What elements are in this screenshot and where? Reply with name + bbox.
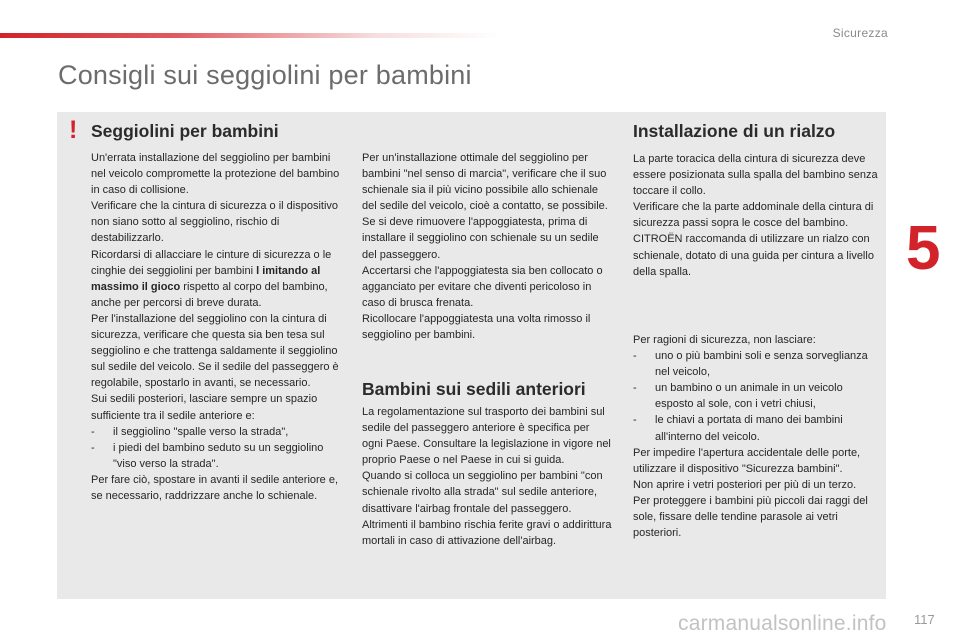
column-seat-installation [362, 150, 610, 343]
warning-icon: ! [69, 116, 78, 144]
paragraph: Verificare che la parte addominale della cintura di sicurezza passi sopra le cosce del bambino. [633, 201, 874, 230]
list-item [91, 424, 343, 440]
heading-child-seats: Seggiolini per bambini [91, 121, 279, 141]
paragraph: Quando si colloca un seggiolino per bambini "con schienale rivolto alla strada" sul sedile anteriore, disattivare l'airbag frontale del passeggero. Altrimenti il bambino rischia ferite gravi o addirittura mortali in caso di attivazione dell'airbag. [362, 470, 612, 547]
paragraph [91, 247, 343, 311]
list-item-text: un bambino o un animale in un veicolo esposto al sole, con i vetri chiusi, [655, 382, 843, 411]
list-item [633, 348, 883, 380]
column-safety-advice [633, 332, 883, 541]
list-dash: - [633, 382, 637, 395]
paragraph: Per impedire l'apertura accidentale delle porte, utilizzare il dispositivo "Sicurezza bambini". [633, 446, 861, 475]
paragraph-text: Ricordarsi di allacciare le cinture di sicurezza o le cinghie dei seggiolini per bambini [91, 248, 332, 277]
watermark: carmanualsonline.info [678, 612, 887, 635]
page-number: 117 [914, 612, 935, 627]
list-item-text: il seggiolino "spalle verso la strada", [113, 425, 289, 438]
paragraph: Per proteggere i bambini più piccoli dai raggi del sole, fissare delle tendine parasole ai vetri posteriori. [633, 494, 868, 540]
section-label: Sicurezza [832, 26, 888, 40]
paragraph: La parte toracica della cintura di sicurezza deve essere posizionata sulla spalla del bambino senza toccare il collo. [633, 153, 878, 198]
list-item-text: le chiavi a portata di mano dei bambini all'interno del veicolo. [655, 414, 843, 443]
heading-front-seats: Bambini sui sedili anteriori [362, 379, 586, 399]
list-dash: - [91, 441, 95, 454]
paragraph: Per ragioni di sicurezza, non lasciare: [633, 334, 816, 346]
list-item-text: uno o più bambini soli e senza sorveglianza nel veicolo, [655, 350, 868, 379]
emphasis-text: l imitando al massimo il gioco [91, 264, 321, 293]
paragraph: Un'errata installazione del seggiolino per bambini nel veicolo compromette la protezione del bambino in caso di collisione. [91, 152, 340, 197]
list-item-text: i piedi del bambino seduto su un seggiolino "viso verso la strada". [113, 441, 324, 470]
paragraph: Ricollocare l'appoggiatesta una volta rimosso il seggiolino per bambini. [362, 312, 591, 342]
list-item [91, 440, 343, 472]
paragraph: Per l'installazione del seggiolino con la cintura di sicurezza, verificare che questa sia ben tesa sul seggiolino e che trattenga saldamente il seggiolino sul sedile del veicolo. Se il sedile del passeggero è regolabile, spostarlo in avanti, se necessario. [91, 312, 339, 390]
list-dash: - [633, 350, 637, 363]
heading-booster-seat: Installazione di un rialzo [633, 121, 836, 141]
column-booster-seat [633, 151, 881, 280]
paragraph: Non aprire i vetri posteriori per più di un terzo. [633, 478, 857, 491]
column-front-seats [362, 404, 612, 549]
paragraph: CITROËN raccomanda di utilizzare un rialzo con schienale, dotato di una guida per cintura a livello della spalla. [633, 233, 874, 278]
paragraph: Accertarsi che l'appoggiatesta sia ben collocato o agganciato per evitare che diventi pericoloso in caso di brusca frenata. [362, 264, 603, 309]
list-dash: - [633, 414, 637, 427]
paragraph-text: rispetto al corpo del bambino, anche per percorsi di breve durata. [91, 280, 328, 309]
paragraph: Sui sedili posteriori, lasciare sempre un spazio sufficiente tra il sedile anteriore e: [91, 393, 318, 422]
paragraph: Per un'installazione ottimale del seggiolino per bambini "nel senso di marcia", verificare che il suo schienale sia il più vicino possibile allo schienale del sedile del veicolo, cioè a contatto, se possibile. [362, 152, 608, 213]
paragraph: La regolamentazione sul trasporto dei bambini sul sedile del passeggero anteriore è specifica per ogni Paese. Consultare la legislazione in vigore nel proprio Paese o nel Paese in cui si guida. [362, 406, 611, 467]
list-dash: - [91, 425, 95, 438]
header-accent-bar [0, 33, 500, 38]
page-title: Consigli sui seggiolini per bambini [58, 60, 472, 90]
paragraph: Se si deve rimuovere l'appoggiatesta, prima di installare il seggiolino con schienale su un sedile del passeggero. [362, 216, 599, 261]
list-item [633, 412, 883, 444]
paragraph: Per fare ciò, spostare in avanti il sedile anteriore e, se necessario, raddrizzare anche lo schienale. [91, 473, 339, 502]
chapter-number: 5 [906, 214, 941, 283]
column-child-seats [91, 150, 343, 504]
list-item [633, 380, 883, 412]
paragraph: Verificare che la cintura di sicurezza o il dispositivo non siano sotto al seggiolino, rischio di destabilizzarlo. [91, 200, 339, 245]
